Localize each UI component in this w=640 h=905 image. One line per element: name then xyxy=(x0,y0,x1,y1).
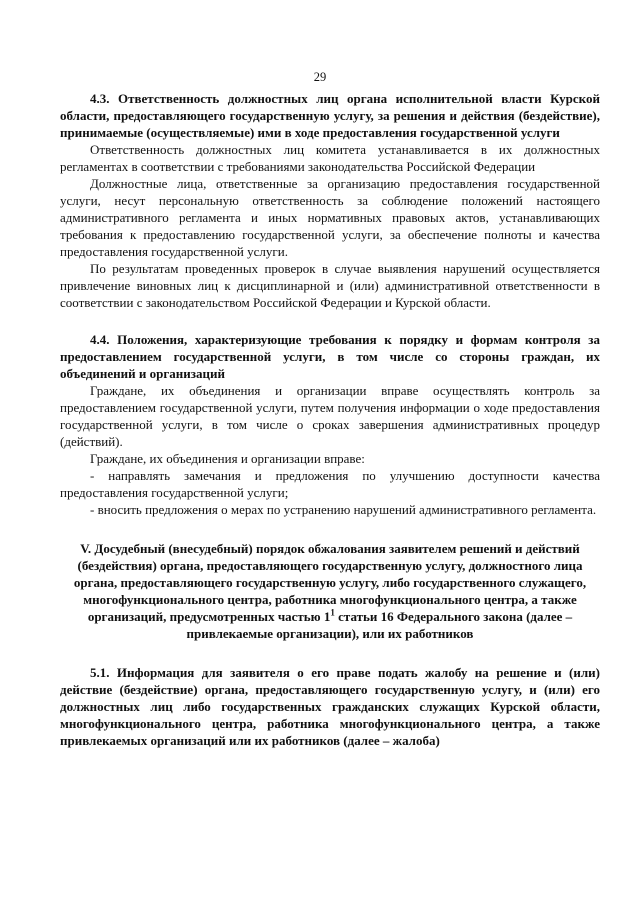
page-number: 29 xyxy=(313,70,327,84)
section-4-3-paragraph: Ответственность должностных лиц комитета устанавливается в их должностных регламентах в соответствии с требованиями законодательства Российской Федерации xyxy=(60,142,600,174)
section-4-3-heading: 4.3. Ответственность должностных лиц органа исполнительной власти Курской области, предоставляющего государственную услугу, за решения и действия (бездействие), принимаемые (осуществляемые) ими в ходе предоставления государственной услуги xyxy=(60,91,600,140)
section-4-4-paragraph: - направлять замечания и предложения по улучшению доступности качества предоставления государственной услуги; xyxy=(60,468,600,500)
section-5-title-superscript: 1 xyxy=(330,607,335,618)
spacer xyxy=(60,518,600,540)
document-content xyxy=(60,90,600,749)
section-4-4-heading: 4.4. Положения, характеризующие требования к порядку и формам контроля за предоставлением государственной услуги, в том числе со стороны граждан, их объединений и организаций xyxy=(60,332,600,381)
section-5-title xyxy=(60,540,600,642)
section-4-3-paragraph: По результатам проведенных проверок в случае выявления нарушений осуществляется привлечение виновных лиц к дисциплинарной и (или) административной ответственности в соответствии с законодательством Российской Федерации и Курской области. xyxy=(60,261,600,310)
spacer xyxy=(60,642,600,664)
section-4-4-paragraph: Граждане, их объединения и организации вправе осуществлять контроль за предоставлением государственной услуги, путем получения информации о ходе предоставления государственной услуги, в том числе о сроках завершения административных процедур (действий). xyxy=(60,383,600,449)
section-5-1-heading: 5.1. Информация для заявителя о его праве подать жалобу на решение и (или) действие (бездействие) органа, предоставляющего государственную услугу, и (или) его должностных лиц либо государственных гражданских служащих Курской области, многофункционального центра, работника многофункционального центра, а также привлекаемых организаций или их работников (далее – жалоба) xyxy=(60,665,600,748)
section-4-3-paragraph: Должностные лица, ответственные за организацию предоставления государственной услуги, несут персональную ответственность за соблюдение положений настоящего административного регламента и иных нормативных правовых актов, устанавливающих требования к предоставлению государственной услуги, за обеспечение полноты и качества предоставления государственной услуги. xyxy=(60,176,600,259)
section-5-title-part1: V. Досудебный (внесудебный) порядок обжалования заявителем решений и действий (бездействия) органа, предоставляющего государственную услугу, должностного лица органа, предоставляющего государственную услугу, либо государственного служащего, многофункционального центра, работника многофункционального центра, а также организаций, предусмотренных частью 1 xyxy=(73,541,587,624)
section-4-4-paragraph: - вносить предложения о мерах по устранению нарушений административного регламента. xyxy=(90,502,597,517)
spacer xyxy=(60,311,600,331)
section-4-4-paragraph: Граждане, их объединения и организации вправе: xyxy=(90,451,365,466)
section-5-title-part2: статьи 16 Федерального закона (далее – привлекаемые организации), или их работников xyxy=(186,609,573,641)
